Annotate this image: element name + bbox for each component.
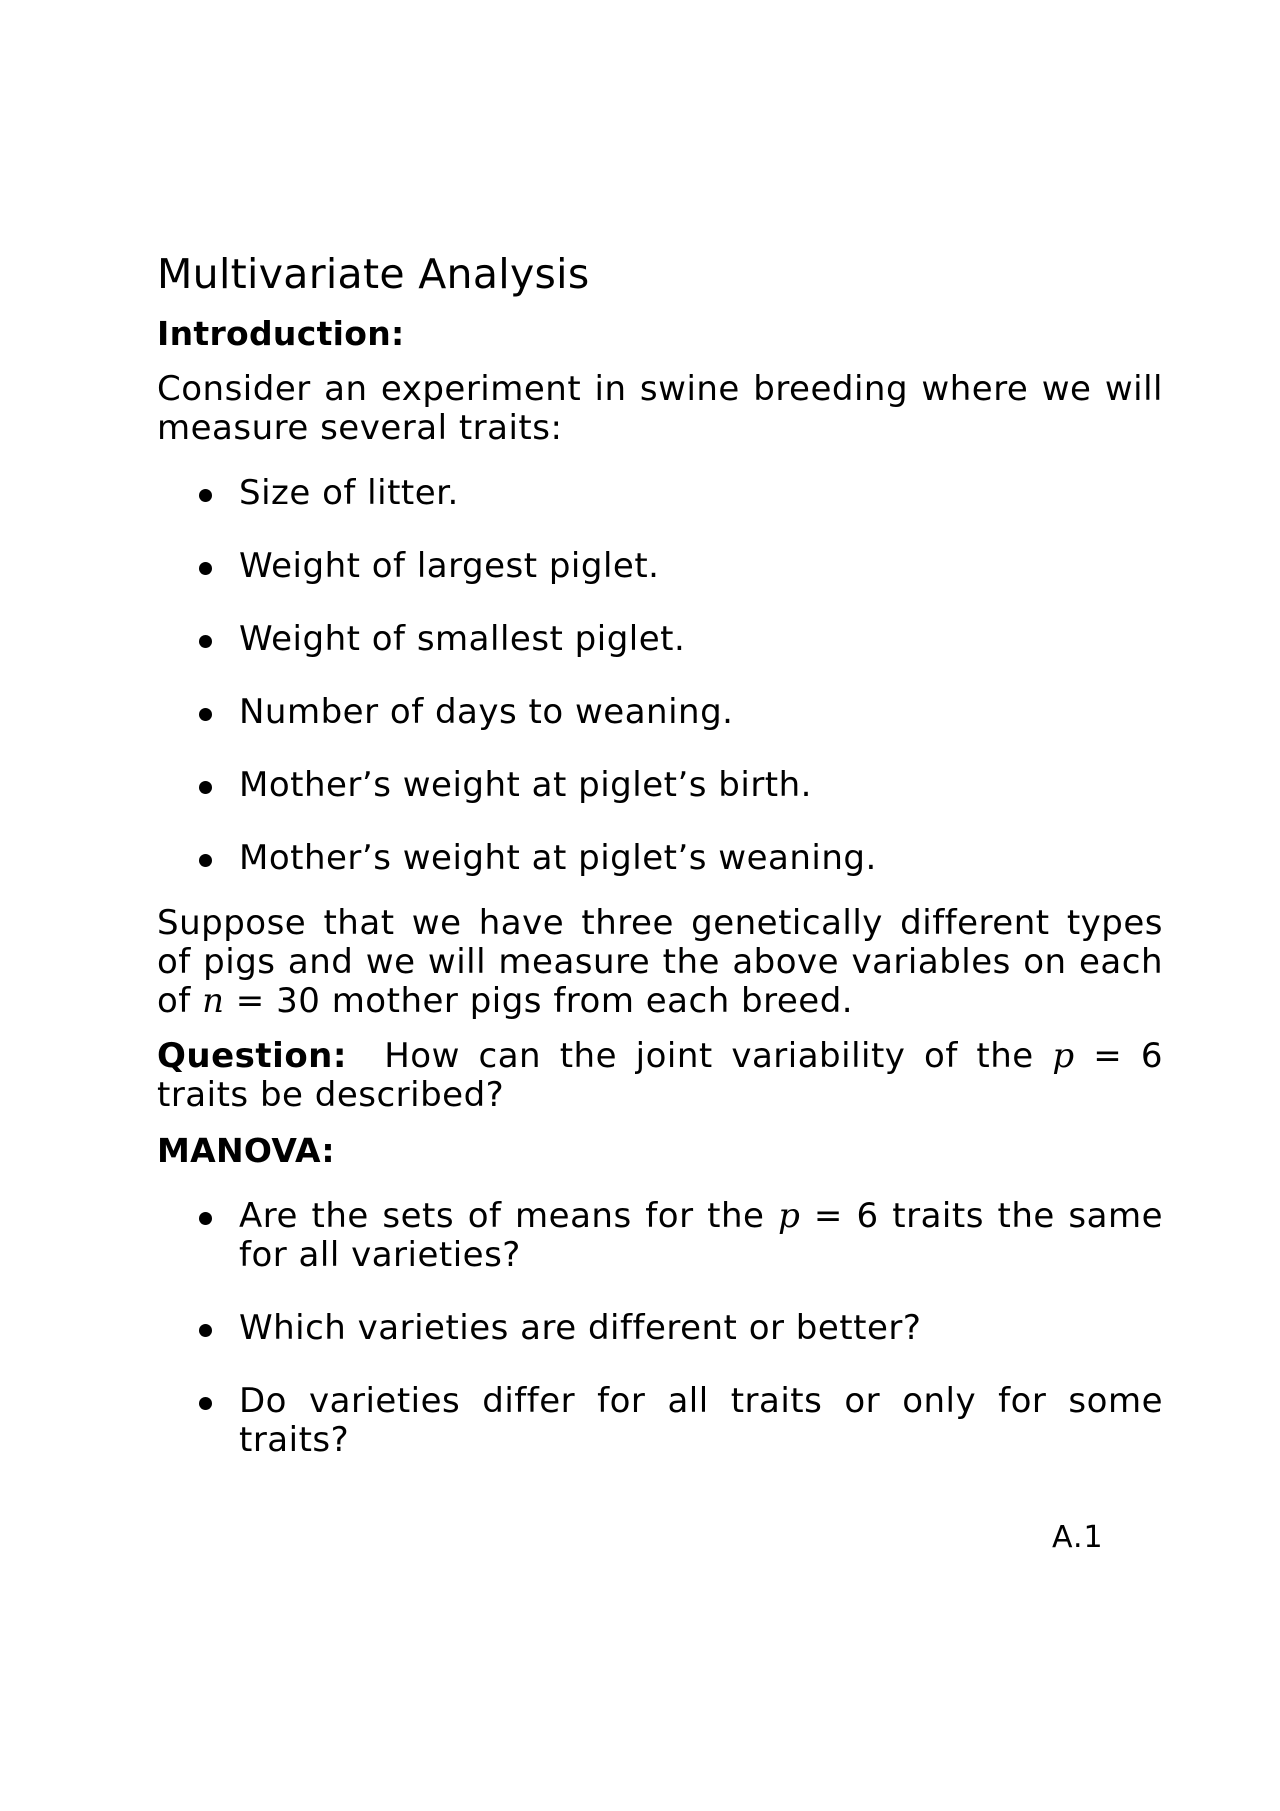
question-paragraph [157,1037,1163,1115]
suppose-text-post: mother pigs from each breed. [331,981,854,1021]
trait-text: Weight of smallest piglet. [239,619,686,659]
suppose-paragraph [157,904,1163,1021]
math-variable-p: p [778,1196,801,1236]
list-item [157,1197,1163,1275]
math-variable-p: p [1052,1036,1075,1076]
document-page [157,248,1163,1486]
manova-item1-pre: Are the sets of means for the [239,1196,765,1236]
trait-text: Number of days to weaning. [239,692,734,732]
suppose-text-pre: Suppose that we have three genetically different types of pigs and we will measure the above variables on each of [157,903,1163,1021]
math-equals-6: = 6 [1074,1036,1163,1076]
list-item [157,766,1163,805]
manova-heading: MANOVA: [157,1131,335,1170]
bullet-icon [199,635,212,648]
question-label: Question: [157,1036,347,1076]
introduction-paragraph: Consider an experiment in swine breeding where we will measure several traits: [157,369,1163,448]
math-equals-6: = 6 [800,1196,879,1236]
page-title: Multivariate Analysis [157,250,590,298]
bullet-icon [199,1324,212,1337]
trait-text: Mother’s weight at piglet’s birth. [239,765,812,805]
list-item [157,1309,1163,1348]
bullet-icon [199,562,212,575]
trait-text: Size of litter. [239,473,459,513]
list-item [157,1382,1163,1460]
bullet-icon [199,489,212,502]
bullet-icon [199,1397,212,1410]
list-item [157,474,1163,513]
trait-text: Mother’s weight at piglet’s weaning. [239,838,877,878]
list-item [157,839,1163,878]
list-item [157,620,1163,659]
math-variable-n: n [202,981,225,1021]
manova-list [157,1197,1163,1460]
bullet-icon [199,854,212,867]
list-item [157,547,1163,586]
manova-item2-text: Which varieties are different or better? [239,1308,922,1348]
list-item [157,693,1163,732]
manova-item3-text: Do varieties differ for all traits or only for some traits? [239,1381,1163,1460]
bullet-icon [199,781,212,794]
trait-text: Weight of largest piglet. [239,546,660,586]
bullet-icon [199,708,212,721]
question-text-pre: How can the joint variability of the [384,1036,1034,1076]
math-equals-30: = 30 [224,981,321,1021]
bullet-icon [199,1212,212,1225]
traits-list [157,474,1163,878]
introduction-heading: Introduction: [157,314,405,353]
page-number: A.1 [1052,1520,1104,1555]
manova-item1-post: traits the same for all varieties? [239,1196,1163,1275]
question-text-post: traits be described? [157,1075,505,1115]
